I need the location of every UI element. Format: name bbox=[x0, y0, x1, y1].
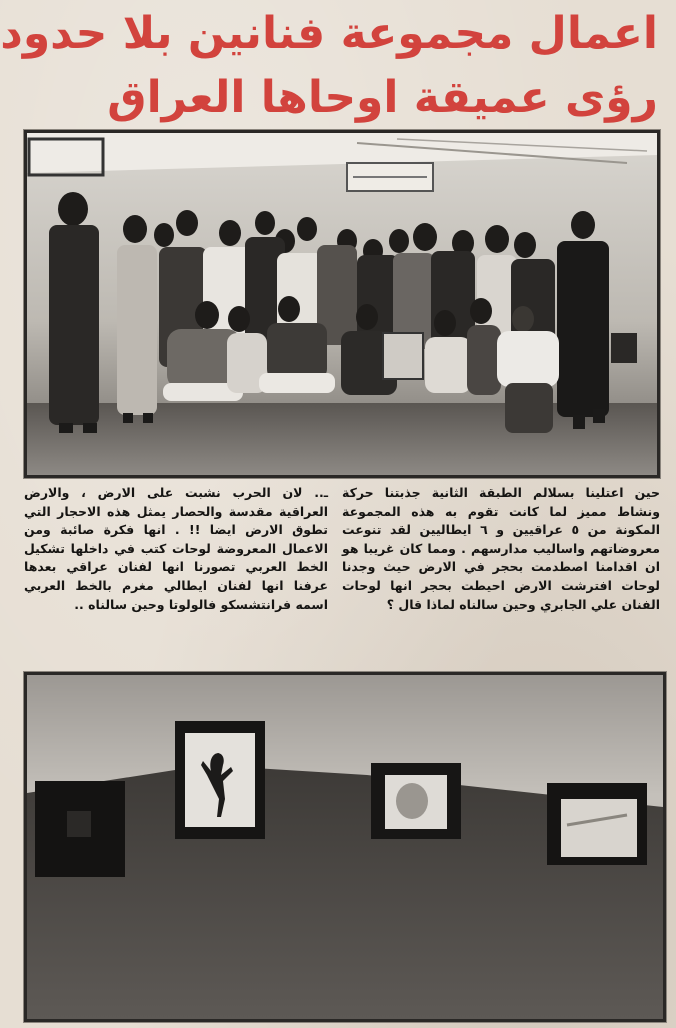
headline-line-1: اعمال مجموعة فنانين بلا حدود bbox=[0, 8, 658, 59]
artworks-photo bbox=[24, 672, 666, 1022]
artworks-photo-image bbox=[27, 675, 663, 1019]
group-photo bbox=[24, 130, 660, 478]
article-column-right bbox=[342, 484, 660, 614]
article-text-right: حين اعتلينا بسلالم الطبقة الثانية جذبتنا حركة ونشاط مميز لما كانت تقوم به هذه المجموعة المكونة من ٥ عراقيين و ٦ ايطاليين لقد تنوعت معروضاتهم واساليب مدارسهم . ومما كان غريبا هو ان اقدامنا اصطدمت بحجر في الارض حيث وجدنا لوحات افترشت الارض احيطت بحجر انها لوحات الفنان علي الجابري وحين سالناه لماذا قال ؟ bbox=[342, 485, 660, 612]
article-column-left bbox=[24, 484, 328, 614]
article-text-left: ـ.. لان الحرب نشبت على الارض ، والارض العراقية مقدسة والحصار يمثل هذه الاحجار التي تطوق الارض ايضا !! . انها فكرة صائبة ومن الاعمال المعروضة لوحات كتب في داخلها تشكيل الخط العربي تصورنا انها لفنان عراقي بعدها عرفنا انها لفنان ايطالي مغرم بالخط العربي اسمه فرانتشسكو فالولوتا وحين سالناه .. bbox=[24, 485, 328, 612]
headline-line-2: رؤى عميقة اوحاها العراق bbox=[107, 72, 658, 123]
group-photo-image bbox=[27, 133, 657, 475]
